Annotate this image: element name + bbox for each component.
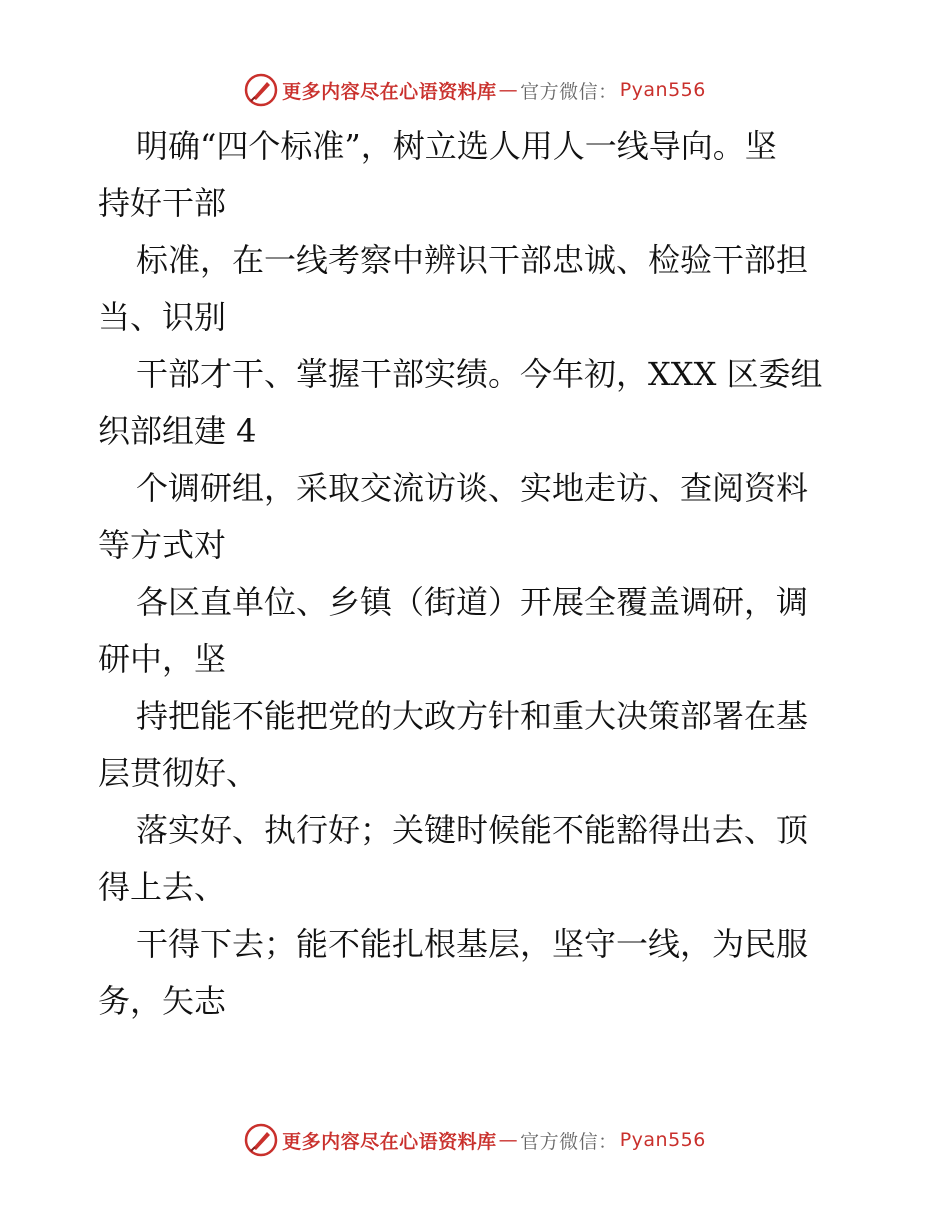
banner-separator: — [498,1129,519,1151]
quill-logo-icon [244,1123,278,1157]
banner-brand: 更多内容尽在心语资料库 [282,80,497,103]
text-line: 明确“四个标准”，树立选人用人一线导向。坚 [136,127,777,165]
text-line: 得上去、 [98,868,227,906]
text-line: 落实好、执行好；关键时候能不能豁得出去、顶 [136,811,809,849]
header-banner [0,70,950,110]
banner-official-label: 官方微信： [520,1130,618,1153]
banner-brand: 更多内容尽在心语资料库 [282,1130,497,1153]
text-line: 各区直单位、乡镇（街道）开展全覆盖调研，调 [136,583,809,621]
text-line: 层贯彻好、 [98,754,259,792]
text-line: 务，矢志 [98,982,227,1020]
text-line: 个调研组，采取交流访谈、实地走访、查阅资料 [136,469,809,507]
text-line: 等方式对 [98,526,227,564]
text-line: 持把能不能把党的大政方针和重大决策部署在基 [136,697,809,735]
text-line: 研中，坚 [98,640,227,678]
footer-banner [0,1120,950,1160]
text-line: 标准，在一线考察中辨识干部忠诚、检验干部担 [136,241,809,279]
document-body [98,118,858,1030]
text-line: 干得下去；能不能扎根基层，坚守一线，为民服 [136,925,809,963]
banner-official-label: 官方微信： [520,80,618,103]
text-line: 干部才干、掌握干部实绩。今年初，XXX 区委组 [136,355,823,393]
text-line: 当、识别 [98,298,227,336]
quill-logo-icon [244,73,278,107]
text-line: 织部组建 4 [98,412,257,450]
banner-separator: — [498,79,519,101]
banner-account: Pyan556 [619,1129,706,1151]
banner-account: Pyan556 [619,79,706,101]
text-line: 持好干部 [98,184,227,222]
